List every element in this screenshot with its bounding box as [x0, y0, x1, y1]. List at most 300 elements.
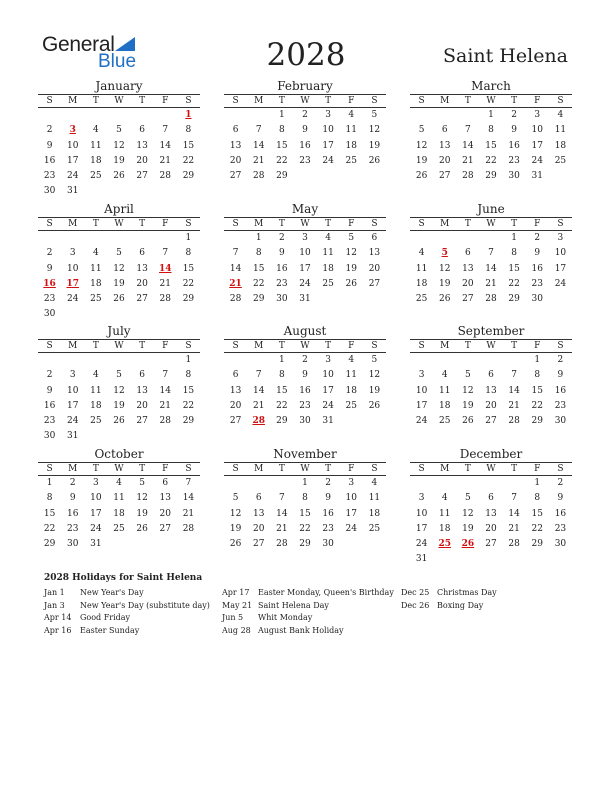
day-cell: 2	[511, 110, 517, 120]
weekday-label: S	[185, 464, 192, 474]
day-cell: 29	[182, 416, 195, 427]
day-cell: 20	[136, 155, 148, 166]
day-cell: 8	[255, 248, 262, 259]
day-cell: 7	[255, 125, 262, 136]
day-cell: 20	[368, 263, 381, 274]
day-cell: 5	[464, 493, 471, 504]
day-cell: 3	[302, 233, 308, 243]
day-cell: 19	[113, 278, 125, 289]
day-cell: 4	[325, 233, 331, 243]
day-cell: 7	[232, 248, 239, 259]
holiday-day-cell: 1	[185, 110, 192, 120]
day-cell: 18	[438, 523, 451, 534]
day-cell: 30	[299, 416, 311, 427]
day-cell: 24	[66, 294, 79, 305]
weekday-label: S	[46, 341, 53, 351]
day-cell: 14	[159, 385, 171, 396]
holiday-entry	[44, 600, 210, 613]
day-cell: 29	[182, 171, 195, 182]
day-cell: 24	[415, 416, 428, 427]
weekday-label: F	[534, 96, 541, 106]
holiday-date: Aug 28	[222, 625, 251, 635]
day-cell: 3	[534, 110, 541, 120]
day-cell: 25	[438, 416, 451, 427]
day-cell: 19	[229, 523, 242, 534]
weekday-label: M	[254, 464, 264, 474]
day-cell: 23	[299, 155, 311, 166]
day-cell: 22	[508, 278, 520, 289]
day-cell: 22	[182, 400, 195, 411]
day-cell: 28	[508, 416, 520, 427]
day-cell: 3	[92, 478, 99, 488]
weekday-label: W	[300, 341, 310, 351]
day-cell: 3	[418, 493, 425, 504]
day-cell: 18	[368, 508, 381, 519]
weekday-label: S	[557, 464, 564, 474]
day-cell: 19	[368, 140, 381, 151]
day-cell: 17	[66, 400, 79, 411]
day-grid	[224, 108, 386, 184]
day-cell: 2	[46, 125, 53, 136]
day-cell: 8	[488, 125, 494, 136]
day-cell: 22	[531, 523, 543, 534]
day-cell: 24	[554, 278, 567, 289]
weekday-label: F	[348, 341, 355, 351]
day-cell: 2	[46, 248, 53, 259]
day-cell: 29	[531, 416, 543, 427]
calendar-year: 2028	[266, 37, 346, 73]
day-cell: 21	[159, 155, 171, 166]
day-cell: 9	[534, 248, 541, 259]
day-cell: 14	[182, 493, 195, 504]
day-cell: 17	[299, 263, 311, 274]
day-cell: 6	[139, 370, 145, 381]
weekday-label: T	[464, 341, 471, 351]
weekday-label: T	[278, 96, 285, 106]
day-cell: 19	[113, 155, 125, 166]
holiday-name: Whit Monday	[258, 613, 313, 623]
weekday-label: T	[511, 96, 518, 106]
day-cell: 18	[90, 155, 102, 166]
weekday-header	[224, 217, 386, 231]
day-cell: 6	[464, 248, 471, 259]
day-cell: 12	[113, 263, 125, 274]
weekday-label: T	[139, 219, 146, 229]
month-name: June	[477, 202, 505, 216]
day-cell: 18	[90, 400, 102, 411]
weekday-label: M	[68, 464, 78, 474]
day-cell: 29	[43, 539, 56, 550]
weekday-label: S	[46, 464, 53, 474]
day-cell: 8	[534, 493, 541, 504]
weekday-label: T	[139, 96, 146, 106]
day-cell: 5	[418, 125, 425, 136]
weekday-label: S	[557, 341, 564, 351]
day-cell: 30	[66, 539, 79, 550]
day-cell: 3	[325, 110, 331, 120]
weekday-label: T	[92, 464, 99, 474]
month-name: March	[471, 79, 511, 93]
holiday-day-cell: 28	[252, 416, 265, 427]
empty-cell	[433, 231, 456, 246]
day-cell: 28	[462, 171, 474, 182]
day-cell: 18	[345, 385, 357, 396]
day-cell: 16	[276, 263, 288, 274]
holiday-entry	[401, 587, 497, 600]
day-cell: 24	[345, 523, 357, 534]
weekday-header	[38, 217, 200, 231]
day-cell: 31	[322, 416, 334, 427]
day-cell: 9	[302, 370, 308, 381]
day-cell: 21	[508, 523, 520, 534]
day-cell: 6	[139, 248, 145, 259]
day-cell: 9	[302, 125, 308, 136]
weekday-label: S	[232, 96, 239, 106]
day-cell: 8	[278, 125, 285, 136]
day-cell: 22	[299, 523, 311, 534]
day-cell: 15	[485, 140, 497, 151]
day-cell: 7	[162, 248, 169, 259]
day-cell: 22	[531, 400, 543, 411]
weekday-header	[38, 462, 200, 476]
holiday-date: May 21	[222, 600, 253, 610]
day-cell: 9	[557, 370, 564, 381]
day-cell: 23	[299, 400, 311, 411]
day-cell: 28	[508, 539, 520, 550]
month-name: April	[104, 202, 134, 216]
day-cell: 26	[229, 539, 242, 550]
day-cell: 26	[415, 171, 428, 182]
month-name: November	[273, 447, 337, 461]
day-cell: 15	[182, 385, 195, 396]
day-grid	[224, 476, 386, 552]
day-cell: 22	[182, 155, 195, 166]
day-cell: 28	[182, 523, 195, 534]
holiday-date: Apr 17	[222, 588, 250, 597]
day-cell: 27	[485, 416, 497, 427]
day-cell: 20	[136, 278, 148, 289]
holiday-entry	[222, 612, 394, 625]
empty-cell	[38, 353, 61, 368]
month-name: October	[94, 447, 144, 461]
day-cell: 17	[90, 508, 102, 519]
weekday-label: F	[162, 341, 169, 351]
weekday-label: F	[348, 219, 355, 229]
empty-cell	[107, 108, 130, 123]
day-cell: 2	[325, 478, 331, 488]
day-cell: 17	[415, 523, 428, 534]
country-name: Saint Helena	[442, 45, 568, 67]
day-cell: 6	[488, 493, 494, 504]
day-cell: 20	[252, 523, 265, 534]
day-grid	[224, 231, 386, 307]
day-cell: 27	[159, 523, 171, 534]
day-cell: 21	[159, 400, 171, 411]
day-cell: 5	[232, 493, 239, 504]
holiday-day-cell: 3	[69, 125, 76, 136]
day-cell: 13	[368, 248, 381, 259]
day-cell: 12	[229, 508, 242, 519]
day-cell: 24	[531, 155, 543, 166]
day-cell: 27	[485, 539, 497, 550]
day-grid	[38, 108, 200, 200]
day-cell: 16	[43, 400, 56, 411]
day-cell: 23	[322, 523, 334, 534]
day-cell: 2	[302, 355, 308, 365]
day-cell: 23	[508, 155, 520, 166]
holiday-day-cell: 21	[229, 278, 242, 289]
day-cell: 13	[485, 385, 497, 396]
day-cell: 31	[66, 431, 79, 442]
day-cell: 25	[90, 171, 102, 182]
day-cell: 3	[69, 370, 76, 381]
day-cell: 17	[66, 155, 79, 166]
day-cell: 27	[229, 171, 242, 182]
day-cell: 20	[229, 155, 242, 166]
day-cell: 2	[534, 233, 541, 243]
month-december	[410, 447, 572, 568]
day-cell: 26	[462, 416, 474, 427]
day-cell: 31	[66, 186, 79, 197]
month-name: January	[95, 79, 143, 93]
day-cell: 11	[345, 125, 357, 136]
day-cell: 16	[554, 508, 567, 519]
day-cell: 1	[185, 233, 192, 243]
holiday-name: Christmas Day	[437, 588, 497, 597]
day-cell: 11	[345, 370, 357, 381]
empty-cell	[61, 108, 84, 123]
day-cell: 28	[252, 171, 265, 182]
empty-cell	[224, 108, 247, 123]
holiday-name: Good Friday	[80, 613, 131, 623]
empty-cell	[410, 353, 433, 368]
day-cell: 26	[113, 416, 125, 427]
day-cell: 28	[159, 171, 171, 182]
empty-cell	[84, 108, 107, 123]
empty-cell	[503, 353, 526, 368]
day-cell: 8	[511, 248, 517, 259]
day-cell: 11	[90, 263, 102, 274]
day-cell: 16	[66, 508, 79, 519]
weekday-header	[410, 462, 572, 476]
day-cell: 1	[534, 478, 541, 488]
day-cell: 25	[90, 416, 102, 427]
day-cell: 4	[116, 478, 122, 488]
holiday-column	[44, 587, 210, 637]
weekday-label: S	[371, 96, 378, 106]
weekday-label: T	[511, 219, 518, 229]
month-name: July	[107, 324, 131, 338]
day-cell: 23	[531, 278, 543, 289]
weekday-label: S	[232, 464, 239, 474]
holiday-name: Easter Sunday	[80, 625, 140, 635]
day-cell: 6	[232, 125, 239, 136]
weekday-label: S	[185, 96, 192, 106]
day-cell: 22	[276, 400, 288, 411]
day-cell: 10	[66, 385, 79, 396]
day-cell: 24	[299, 278, 311, 289]
day-cell: 28	[276, 539, 288, 550]
day-cell: 2	[278, 233, 285, 243]
weekday-label: S	[185, 341, 192, 351]
day-cell: 15	[299, 508, 311, 519]
day-cell: 7	[185, 478, 192, 488]
day-cell: 13	[252, 508, 265, 519]
holiday-day-cell: 26	[461, 539, 475, 550]
day-cell: 12	[345, 248, 357, 259]
weekday-label: F	[534, 341, 541, 351]
day-cell: 4	[418, 248, 425, 259]
day-cell: 30	[322, 539, 334, 550]
empty-cell	[479, 476, 502, 491]
weekday-label: T	[511, 341, 518, 351]
day-cell: 17	[322, 385, 334, 396]
day-cell: 13	[229, 140, 242, 151]
day-cell: 13	[136, 385, 148, 396]
empty-cell	[456, 476, 479, 491]
day-cell: 20	[229, 400, 242, 411]
day-cell: 31	[299, 294, 311, 305]
day-cell: 23	[554, 523, 567, 534]
empty-cell	[433, 108, 456, 123]
holiday-entry	[401, 600, 497, 613]
day-cell: 24	[66, 416, 79, 427]
day-cell: 13	[462, 263, 474, 274]
day-cell: 19	[368, 385, 381, 396]
day-cell: 10	[415, 508, 428, 519]
day-cell: 15	[276, 140, 288, 151]
weekday-label: W	[486, 96, 496, 106]
day-cell: 5	[348, 233, 355, 243]
weekday-label: T	[325, 219, 332, 229]
day-cell: 17	[322, 140, 334, 151]
day-cell: 25	[345, 400, 357, 411]
day-cell: 26	[113, 171, 125, 182]
day-cell: 9	[511, 125, 517, 136]
empty-cell	[38, 108, 61, 123]
day-cell: 28	[229, 294, 242, 305]
day-cell: 23	[43, 416, 56, 427]
day-cell: 27	[136, 294, 148, 305]
day-cell: 22	[252, 278, 265, 289]
day-cell: 27	[438, 171, 451, 182]
empty-cell	[84, 353, 107, 368]
day-cell: 22	[182, 278, 195, 289]
day-cell: 22	[485, 155, 497, 166]
empty-cell	[479, 231, 502, 246]
holiday-name: New Year's Day (substitute day)	[80, 600, 210, 610]
day-cell: 19	[415, 155, 428, 166]
empty-cell	[479, 353, 502, 368]
day-cell: 4	[92, 125, 99, 136]
day-cell: 29	[508, 294, 520, 305]
day-cell: 12	[113, 385, 125, 396]
day-cell: 20	[485, 400, 497, 411]
day-cell: 13	[136, 263, 148, 274]
day-cell: 15	[508, 263, 520, 274]
holiday-entry	[222, 600, 394, 613]
day-cell: 11	[113, 493, 125, 504]
empty-cell	[61, 231, 84, 246]
day-cell: 1	[488, 110, 494, 120]
day-cell: 30	[43, 186, 56, 197]
empty-cell	[61, 353, 84, 368]
weekday-label: S	[46, 219, 53, 229]
day-cell: 14	[159, 140, 171, 151]
day-cell: 18	[113, 508, 125, 519]
day-cell: 4	[441, 493, 448, 504]
day-cell: 11	[438, 385, 451, 396]
holiday-day-cell: 5	[441, 248, 448, 259]
day-cell: 12	[415, 140, 428, 151]
day-cell: 4	[371, 478, 378, 488]
day-cell: 23	[43, 294, 56, 305]
holiday-entry	[44, 625, 210, 638]
day-cell: 10	[299, 248, 311, 259]
day-cell: 11	[415, 263, 428, 274]
day-cell: 28	[159, 294, 171, 305]
day-cell: 8	[185, 248, 192, 259]
weekday-label: W	[114, 464, 124, 474]
day-cell: 24	[322, 155, 334, 166]
day-grid	[410, 231, 572, 307]
holiday-entry	[222, 587, 394, 600]
weekday-label: S	[371, 464, 378, 474]
month-march	[410, 79, 572, 184]
day-cell: 16	[531, 263, 543, 274]
holiday-day-cell: 16	[43, 278, 56, 289]
day-cell: 13	[438, 140, 451, 151]
day-cell: 17	[345, 508, 357, 519]
month-may	[224, 202, 386, 307]
day-cell: 16	[554, 385, 567, 396]
weekday-label: S	[557, 96, 564, 106]
empty-cell	[107, 353, 130, 368]
day-cell: 11	[322, 248, 334, 259]
day-cell: 2	[302, 110, 308, 120]
day-cell: 29	[182, 294, 195, 305]
day-grid	[38, 353, 200, 445]
day-cell: 1	[278, 355, 285, 365]
day-cell: 15	[182, 140, 195, 151]
weekday-header	[410, 217, 572, 231]
empty-cell	[456, 231, 479, 246]
day-cell: 19	[113, 400, 125, 411]
day-cell: 3	[325, 355, 331, 365]
day-cell: 21	[252, 155, 265, 166]
weekday-label: T	[278, 464, 285, 474]
day-cell: 30	[276, 294, 288, 305]
weekday-label: T	[325, 341, 332, 351]
day-cell: 10	[345, 493, 357, 504]
day-cell: 7	[488, 248, 494, 259]
empty-cell	[433, 353, 456, 368]
day-cell: 30	[554, 539, 567, 550]
day-cell: 8	[278, 370, 285, 381]
day-cell: 6	[232, 370, 239, 381]
day-cell: 17	[554, 263, 567, 274]
holiday-name: August Bank Holiday	[258, 625, 344, 635]
day-cell: 5	[139, 478, 145, 488]
day-cell: 3	[348, 478, 355, 488]
day-cell: 8	[46, 493, 53, 504]
weekday-label: T	[139, 341, 146, 351]
weekday-label: F	[162, 96, 169, 106]
month-name: September	[457, 324, 525, 338]
day-cell: 12	[462, 508, 474, 519]
month-october	[38, 447, 200, 552]
day-cell: 2	[46, 370, 53, 381]
